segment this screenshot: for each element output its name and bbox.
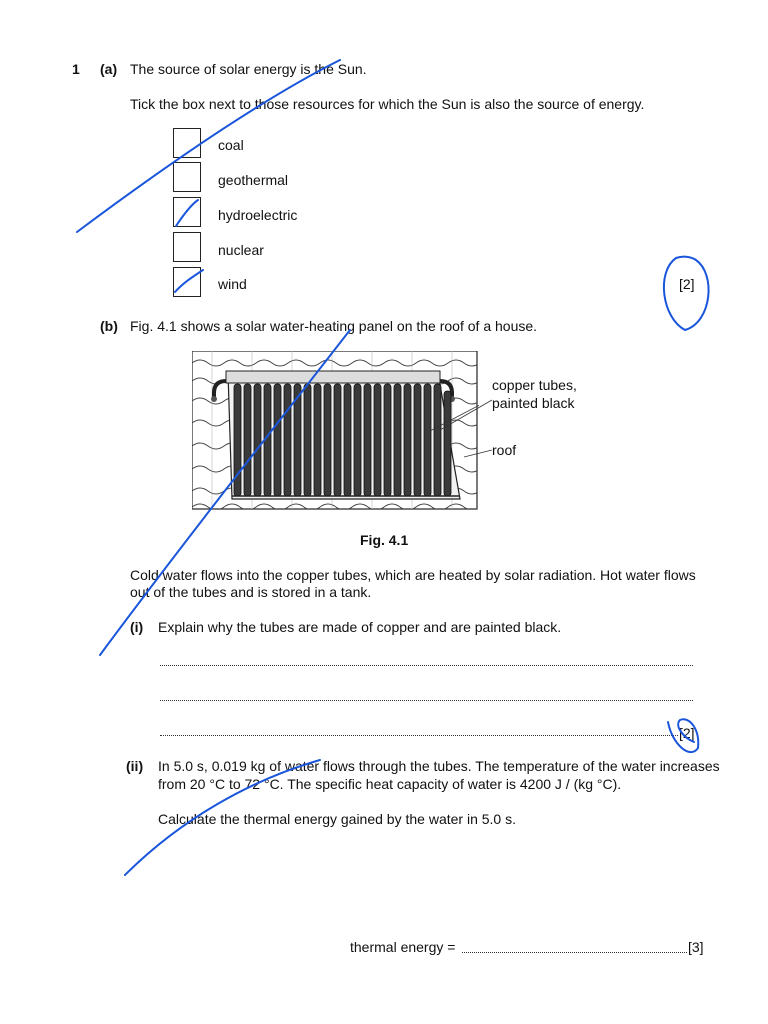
option-label-coal: coal <box>218 137 244 153</box>
thermal-energy-label: thermal energy = <box>350 939 456 955</box>
part-i-marks: [2] <box>679 725 695 741</box>
figure-leader-lines <box>420 380 500 470</box>
part-a-instruction: Tick the box next to those resources for which the Sun is also the source of energy. <box>130 96 645 112</box>
part-b-text-line1: Cold water flows into the copper tubes, which are heated by solar radiation. Hot water flows <box>130 567 696 583</box>
part-a-label: (a) <box>100 61 118 77</box>
figure-label-tubes-line1: copper tubes, <box>492 377 577 393</box>
part-b-intro: Fig. 4.1 shows a solar water-heating panel on the roof of a house. <box>130 318 538 334</box>
question-number: 1 <box>72 61 80 77</box>
checkbox-hydroelectric[interactable] <box>173 197 201 227</box>
part-i-label: (i) <box>130 619 144 635</box>
answer-line-3[interactable] <box>160 734 678 736</box>
part-b-label: (b) <box>100 318 118 334</box>
checkbox-nuclear[interactable] <box>173 232 201 262</box>
part-ii-label: (ii) <box>126 758 144 774</box>
option-label-hydroelectric: hydroelectric <box>218 207 298 223</box>
checkbox-wind[interactable] <box>173 267 201 297</box>
part-a-marks: [2] <box>679 276 695 292</box>
circle-mark-part-a <box>664 257 709 330</box>
strike-line-top <box>77 60 340 232</box>
answer-line-2[interactable] <box>160 699 693 701</box>
figure-label-roof: roof <box>492 442 517 458</box>
option-label-geothermal: geothermal <box>218 172 289 188</box>
figure-label-tubes-line2: painted black <box>492 395 575 411</box>
checkbox-coal[interactable] <box>173 128 201 158</box>
part-ii-text-line2: from 20 °C to 72 °C. The specific heat capacity of water is 4200 J / (kg °C). <box>158 776 622 792</box>
part-ii-prompt: Calculate the thermal energy gained by the water in 5.0 s. <box>158 811 516 827</box>
checkbox-geothermal[interactable] <box>173 162 201 192</box>
part-i-prompt: Explain why the tubes are made of copper and are painted black. <box>158 619 562 635</box>
thermal-energy-answer-line[interactable] <box>462 951 687 953</box>
part-b-text-line2: out of the tubes and is stored in a tank. <box>130 584 372 600</box>
part-ii-text-line1: In 5.0 s, 0.019 kg of water flows through the tubes. The temperature of the water increases <box>158 758 720 774</box>
part-ii-marks: [3] <box>688 939 704 955</box>
option-label-wind: wind <box>218 276 247 292</box>
part-a-intro: The source of solar energy is the Sun. <box>130 61 367 77</box>
option-label-nuclear: nuclear <box>218 242 264 258</box>
answer-line-1[interactable] <box>160 664 693 666</box>
figure-caption: Fig. 4.1 <box>360 532 409 548</box>
